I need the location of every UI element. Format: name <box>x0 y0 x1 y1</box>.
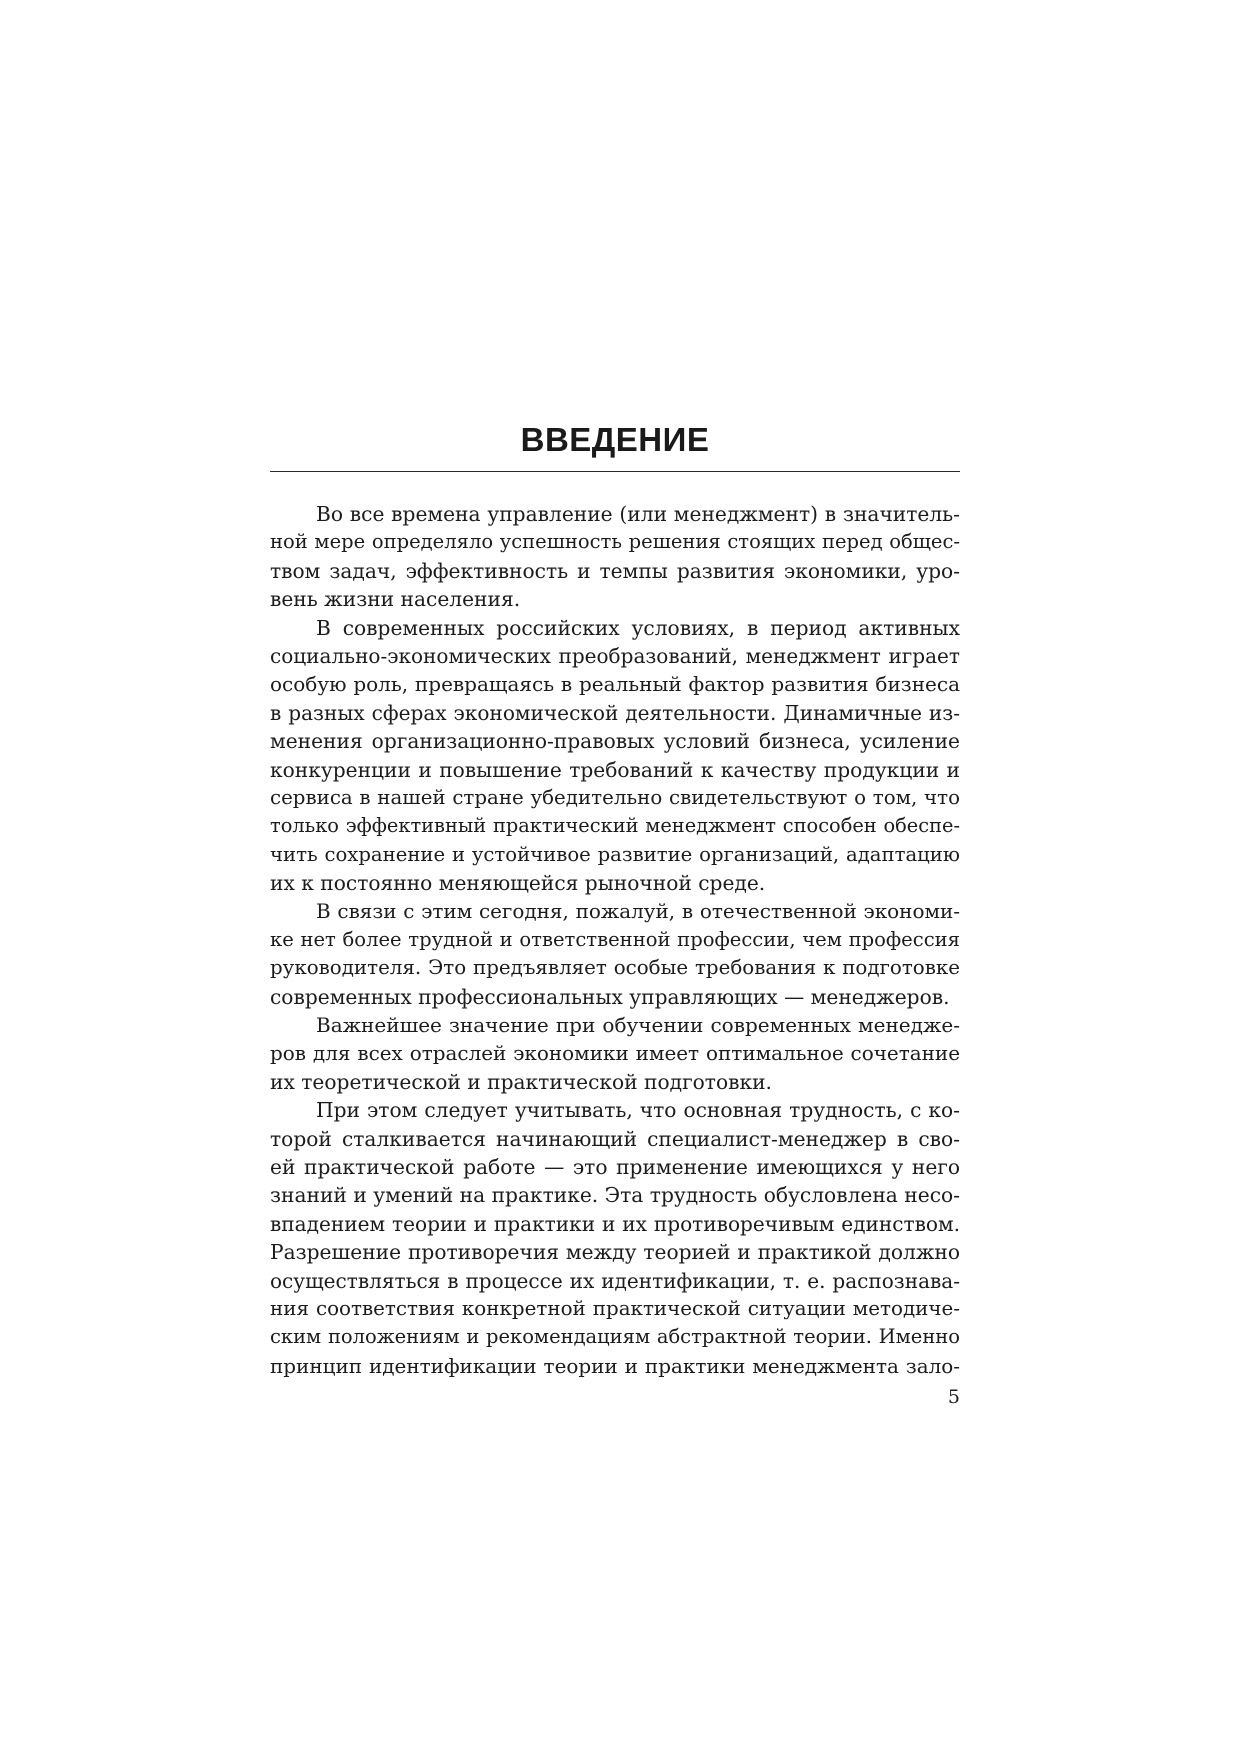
text-line: ей практической работе — это применение имеющихся у него <box>270 1154 960 1179</box>
text-line: вень жизни населения. <box>270 587 521 612</box>
text-line: социально-экономических преобразований, менеджмент играет <box>270 643 960 668</box>
text-line: ния соответствия конкретной практической ситуации методиче- <box>270 1296 960 1320</box>
chapter-heading: ВВЕДЕНИЕ <box>520 421 710 458</box>
text-line: При этом следует учитывать, что основная трудность, с ко- <box>316 1098 960 1123</box>
text-line: в разных сферах экономической деятельности. Динамичные из- <box>270 700 960 725</box>
text-line: их к постоянно меняющейся рыночной среде. <box>270 871 766 896</box>
body-text <box>270 500 960 1380</box>
text-line: только эффективный практический менеджмент способен обеспе- <box>270 814 960 838</box>
text-line: современных профессиональных управляющих — менеджеров. <box>270 984 950 1009</box>
text-line: Во все времена управление (или менеджмент) в значитель- <box>316 502 960 526</box>
text-line: ров для всех отраслей экономики имеет оптимальное сочетание <box>270 1041 960 1066</box>
text-line: Важнейшее значение при обучении современных менедже- <box>316 1013 960 1038</box>
text-line: впадением теории и практики и их противоречивым единством. <box>270 1211 960 1236</box>
text-line: ским положениям и рекомендациям абстрактной теории. Именно <box>270 1325 960 1349</box>
text-line: торой сталкивается начинающий специалист-менеджер в сво- <box>270 1126 960 1151</box>
text-line: руководителя. Это предъявляет особые требования к подготовке <box>270 956 960 980</box>
text-line: их теоретической и практической подготовки. <box>270 1069 772 1094</box>
text-line: Разрешение противоречия между теорией и практикой должно <box>270 1240 960 1265</box>
text-line: особую роль, превращаясь в реальный фактор развития бизнеса <box>270 672 960 697</box>
text-line: твом задач, эффективность и темпы развития экономики, уро- <box>270 558 960 583</box>
heading-underline <box>270 471 960 472</box>
text-line: сервиса в нашей стране убедительно свидетельствуют о том, что <box>270 785 960 809</box>
text-line: знаний и умений на практике. Эта трудность обусловлена несо- <box>270 1183 960 1208</box>
text-line: чить сохранение и устойчивое развитие организаций, адаптацию <box>270 842 960 866</box>
text-line: менения организационно-правовых условий бизнеса, усиление <box>270 729 960 754</box>
text-line: В современных российских условиях, в период активных <box>316 615 960 640</box>
page-number: 5 <box>947 1386 960 1408</box>
text-line: конкуренции и повышение требований к качеству продукции и <box>270 757 960 782</box>
text-line: осуществляться в процессе их идентификации, т. е. распознава- <box>270 1268 960 1293</box>
text-line: ной мере определяло успешность решения стоящих перед общес- <box>270 530 960 554</box>
text-line: ке нет более трудной и ответственной профессии, чем профессия <box>270 927 960 951</box>
text-line: принцип идентификации теории и практики менеджмента зало- <box>270 1353 960 1378</box>
text-line: В связи с этим сегодня, пожалуй, в отечественной экономи- <box>316 899 960 924</box>
